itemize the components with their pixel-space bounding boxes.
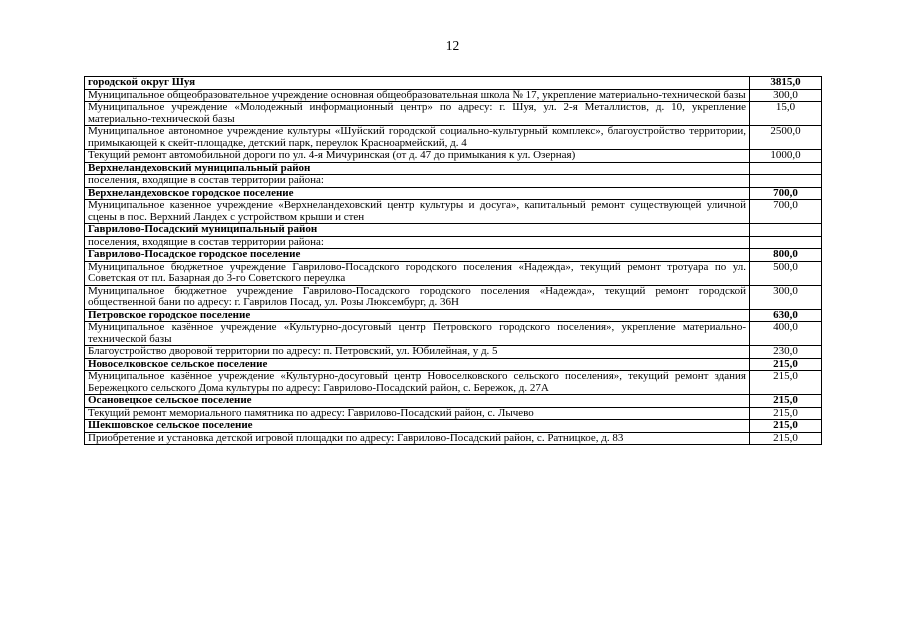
row-description: Приобретение и установка детской игровой площадки по адресу: Гаврилово-Посадский район, с. Ратницкое, д. 83 <box>85 432 750 445</box>
row-amount: 700,0 <box>750 200 822 224</box>
section-row <box>85 309 822 322</box>
row-amount <box>750 236 822 249</box>
row-description: Гаврилово-Посадское городское поселение <box>85 249 750 262</box>
table-row <box>85 371 822 395</box>
row-amount: 215,0 <box>750 420 822 433</box>
row-description: Благоустройство дворовой территории по адресу: п. Петровский, ул. Юбилейная, у д. 5 <box>85 346 750 359</box>
row-amount: 215,0 <box>750 371 822 395</box>
table-row <box>85 150 822 163</box>
row-description: Гаврилово-Посадский муниципальный район <box>85 224 750 237</box>
row-amount: 215,0 <box>750 395 822 408</box>
row-amount: 800,0 <box>750 249 822 262</box>
table-row <box>85 322 822 346</box>
row-amount <box>750 224 822 237</box>
row-description: Муниципальное казенное учреждение «Верхнеландеховский центр культуры и досуга», капитальный ремонт существующей уличной сцены в пос. Верхний Ландех с устройством крыши и стен <box>85 200 750 224</box>
row-description: Муниципальное учреждение «Молодежный информационный центр» по адресу: г. Шуя, ул. 2-я Металлистов, д. 10, укрепление материально-технической базы <box>85 102 750 126</box>
row-description: Текущий ремонт мемориального памятника по адресу: Гаврилово-Посадский район, с. Лычево <box>85 407 750 420</box>
section-row <box>85 224 822 237</box>
page-number: 12 <box>445 38 460 53</box>
row-amount <box>750 175 822 188</box>
table-row <box>85 89 822 102</box>
row-description: Верхнеландеховское городское поселение <box>85 187 750 200</box>
section-row <box>85 249 822 262</box>
row-amount: 1000,0 <box>750 150 822 163</box>
row-amount: 15,0 <box>750 102 822 126</box>
table-row <box>85 236 822 249</box>
row-description: Новоселковское сельское поселение <box>85 358 750 371</box>
row-amount: 3815,0 <box>750 77 822 90</box>
row-description: Муниципальное автономное учреждение культуры «Шуйский городской социально-культурный комплекс», благоустройство территории, примыкающей к скейт-площадке, детский парк, переулок Красноармейский, д. 4 <box>85 126 750 150</box>
row-description: Муниципальное общеобразовательное учреждение основная общеобразовательная школа № 17, укрепление материально-технической базы <box>85 89 750 102</box>
budget-table-body <box>85 77 822 445</box>
row-amount: 500,0 <box>750 261 822 285</box>
row-amount: 215,0 <box>750 407 822 420</box>
row-description: Муниципальное казённое учреждение «Культурно-досуговый центр Петровского городского поселения», укрепление материально-технической базы <box>85 322 750 346</box>
table-row <box>85 175 822 188</box>
table-row <box>85 346 822 359</box>
row-amount: 2500,0 <box>750 126 822 150</box>
row-amount: 700,0 <box>750 187 822 200</box>
section-row <box>85 187 822 200</box>
table-row <box>85 432 822 445</box>
row-description: Шекшовское сельское поселение <box>85 420 750 433</box>
section-row <box>85 358 822 371</box>
row-description: городской округ Шуя <box>85 77 750 90</box>
row-amount: 400,0 <box>750 322 822 346</box>
table-row <box>85 285 822 309</box>
row-description: Текущий ремонт автомобильной дороги по ул. 4-я Мичуринская (от д. 47 до примыкания к ул. Озерная) <box>85 150 750 163</box>
row-amount: 230,0 <box>750 346 822 359</box>
row-amount: 215,0 <box>750 432 822 445</box>
row-description: поселения, входящие в состав территории района: <box>85 175 750 188</box>
budget-table <box>84 76 822 445</box>
table-row <box>85 102 822 126</box>
row-amount: 215,0 <box>750 358 822 371</box>
table-row <box>85 126 822 150</box>
section-row <box>85 395 822 408</box>
row-amount: 300,0 <box>750 285 822 309</box>
table-row <box>85 261 822 285</box>
row-amount: 630,0 <box>750 309 822 322</box>
row-amount: 300,0 <box>750 89 822 102</box>
row-description: Муниципальное бюджетное учреждение Гаврилово-Посадского городского поселения «Надежда», текущий ремонт тротуара по ул. Советская от пл. Базарная до 3-го Советского переулка <box>85 261 750 285</box>
section-row <box>85 162 822 175</box>
row-description: Осановецкое сельское поселение <box>85 395 750 408</box>
row-amount <box>750 162 822 175</box>
row-description: поселения, входящие в состав территории района: <box>85 236 750 249</box>
row-description: Петровское городское поселение <box>85 309 750 322</box>
section-row <box>85 420 822 433</box>
row-description: Верхнеландеховский муниципальный район <box>85 162 750 175</box>
table-row <box>85 407 822 420</box>
table-row <box>85 200 822 224</box>
row-description: Муниципальное бюджетное учреждение Гаврилово-Посадского городского поселения «Надежда», текущий ремонт городской общественной бани по адресу: г. Гаврилов Посад, ул. Розы Люксембург, д. 36Н <box>85 285 750 309</box>
row-description: Муниципальное казённое учреждение «Культурно-досуговый центр Новоселковского сельского поселения», текущий ремонт здания Бережецкого сельского Дома культуры по адресу: Гаврилово-Посадский район, с. Бережок, д. 27А <box>85 371 750 395</box>
section-row <box>85 77 822 90</box>
